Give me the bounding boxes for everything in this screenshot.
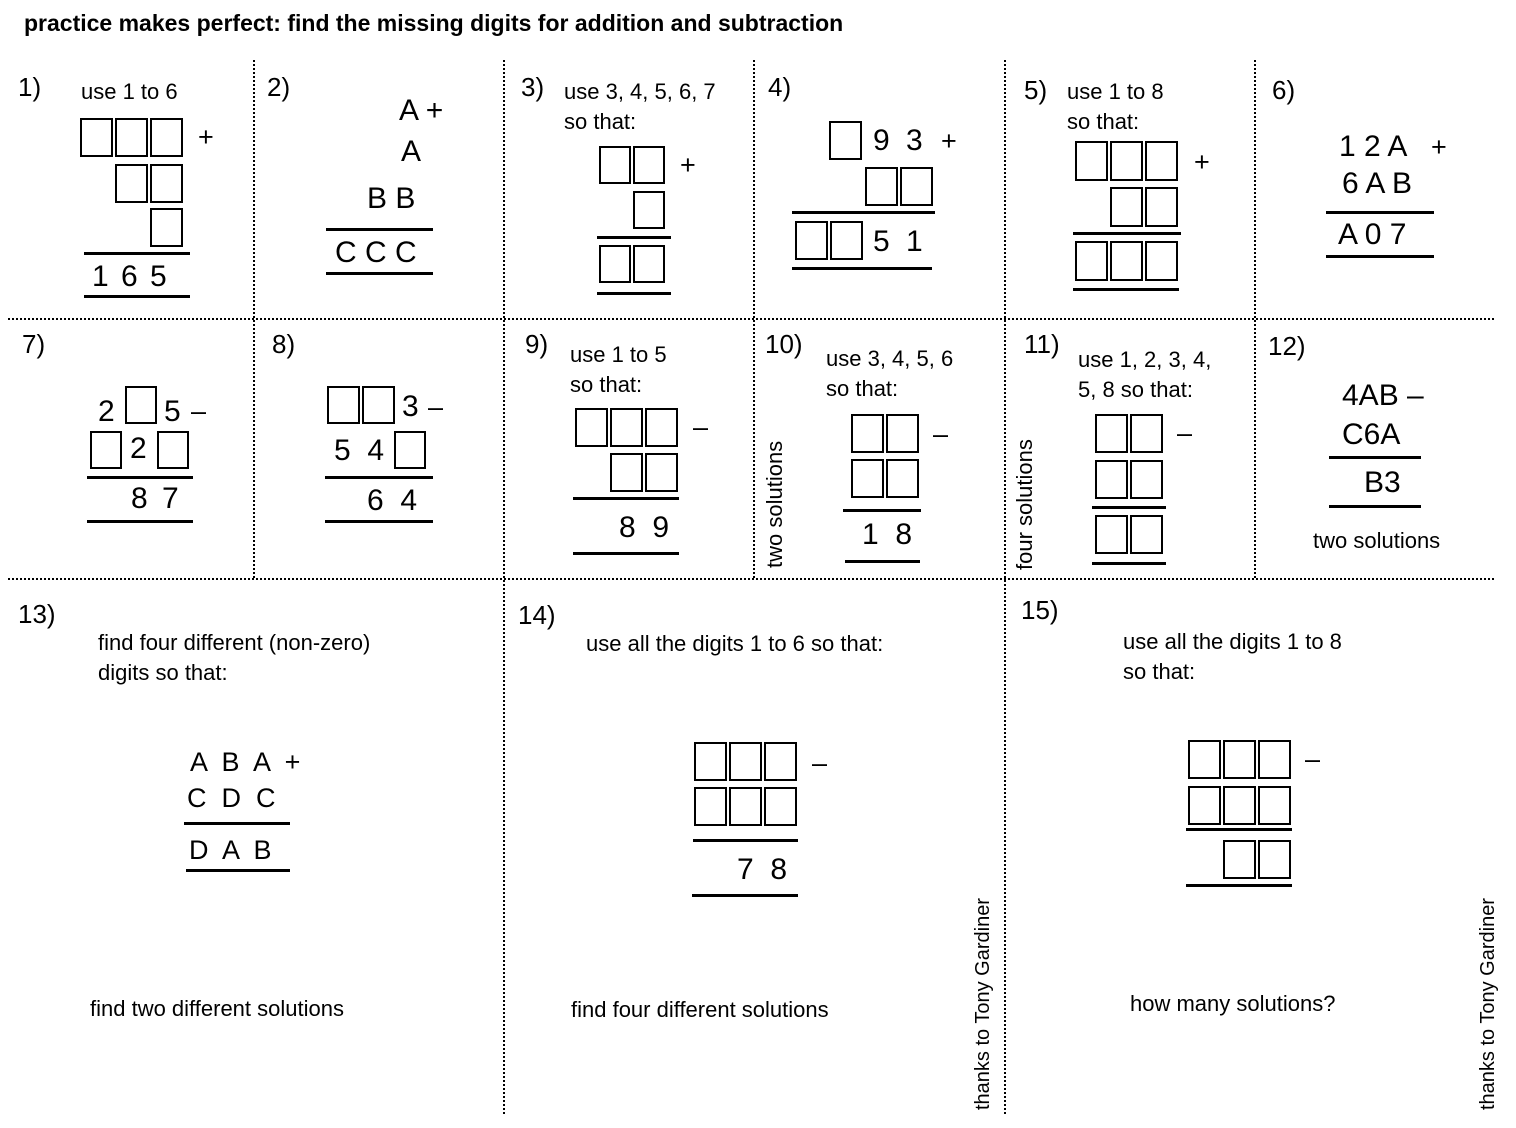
digit-box[interactable] (150, 208, 183, 247)
result-digits: 8 9 (619, 511, 670, 544)
addend-row-2: A (401, 135, 422, 168)
addend-row-3: B B (367, 182, 416, 215)
result-digits: 5 1 (873, 225, 923, 258)
col-divider-1 (253, 60, 255, 578)
digit-box[interactable] (694, 742, 727, 781)
result-digits: 8 7 (131, 482, 179, 515)
digit-box[interactable] (1130, 515, 1163, 554)
addend-row-2: 6 A B (1342, 167, 1413, 200)
credit-text: thanks to Tony Gardiner (972, 898, 994, 1110)
problem-number: 12) (1268, 331, 1306, 361)
result-underline (1186, 884, 1292, 887)
result-underline (692, 894, 798, 897)
plus-sign: + (941, 126, 957, 156)
minuend-row: 4AB – (1342, 379, 1424, 412)
digit-box[interactable] (1095, 460, 1128, 499)
result-underline (326, 272, 433, 275)
problem-note: find two different solutions (90, 996, 344, 1021)
problem-number: 2) (267, 72, 291, 102)
difference-line (573, 497, 679, 500)
digit-box[interactable] (599, 146, 631, 184)
digit-box[interactable] (1145, 141, 1178, 181)
plus-sign: + (1431, 132, 1447, 162)
digit-box[interactable] (729, 787, 762, 826)
problem-instruction: use 1 to 5 so that: (570, 342, 667, 397)
digit-box[interactable] (764, 787, 797, 826)
side-note: two solutions (762, 440, 787, 568)
problem-number: 8) (272, 329, 296, 359)
digit: 2 (130, 432, 147, 465)
digit-box[interactable] (645, 408, 678, 447)
difference-line (843, 509, 921, 512)
problem-number: 9) (525, 329, 549, 359)
problem-instruction: use all the digits 1 to 6 so that: (586, 631, 884, 656)
addend-row-1: A + (399, 94, 444, 127)
digit-box[interactable] (729, 742, 762, 781)
sum-line (184, 822, 290, 825)
problem-number: 7) (22, 329, 46, 359)
digit-box[interactable] (851, 414, 884, 453)
digit-box[interactable] (80, 118, 113, 157)
result-underline (1326, 255, 1434, 258)
sum-line (1326, 211, 1434, 214)
problem-number: 5) (1024, 75, 1048, 105)
digit-box[interactable] (1223, 786, 1256, 825)
problem-number: 15) (1021, 595, 1059, 625)
digit-box[interactable] (1188, 740, 1221, 779)
result-digits: A 0 7 (1338, 218, 1407, 251)
digit-box[interactable] (900, 167, 933, 206)
addend-row-1: 1 2 A (1339, 130, 1408, 163)
digit-box[interactable] (157, 431, 189, 469)
digit-box[interactable] (394, 431, 426, 469)
digit-box[interactable] (125, 386, 157, 424)
digit-box[interactable] (645, 453, 678, 492)
digit-box[interactable] (90, 431, 122, 469)
result-underline (87, 520, 193, 523)
minus-sign: – (1305, 744, 1321, 774)
minus-sign: – (693, 412, 709, 442)
problem-number: 4) (768, 72, 792, 102)
digit-box[interactable] (150, 164, 183, 203)
difference-line (325, 476, 433, 479)
digit-box[interactable] (865, 167, 898, 206)
plus-sign: + (680, 150, 696, 180)
digit-box[interactable] (1095, 414, 1128, 453)
addend-digits: 9 3 (873, 124, 923, 157)
result-underline (1329, 505, 1421, 508)
digit-box[interactable] (1223, 740, 1256, 779)
digit-box[interactable] (599, 245, 631, 283)
result-underline (1092, 562, 1166, 565)
digit: 2 (98, 395, 115, 428)
digit-box[interactable] (1075, 241, 1108, 281)
result-digits: 7 8 (737, 853, 788, 886)
digit-box[interactable] (1110, 241, 1143, 281)
problem-instruction: use 1 to 8 so that: (1067, 79, 1164, 134)
credit-text: thanks to Tony Gardiner (1477, 898, 1499, 1110)
minus-sign: – (1177, 418, 1193, 448)
problem-instruction: use all the digits 1 to 8 so that: (1123, 629, 1342, 684)
problem-instruction: use 3, 4, 5, 6 so that: (826, 346, 954, 401)
digit-box[interactable] (764, 742, 797, 781)
problem-instruction: use 3, 4, 5, 6, 7 so that: (564, 79, 716, 134)
problem-number: 6) (1272, 75, 1296, 105)
side-note: four solutions (1012, 439, 1037, 570)
digit-box[interactable] (115, 164, 148, 203)
problem-number: 1) (18, 72, 42, 102)
result-digits: 1 8 (862, 518, 913, 551)
sum-line (84, 252, 190, 255)
digit-box[interactable] (795, 221, 828, 260)
digit-box[interactable] (694, 787, 727, 826)
result-underline (186, 869, 290, 872)
problem-number: 14) (518, 600, 556, 630)
digit-box[interactable] (1258, 786, 1291, 825)
difference-line (1329, 456, 1421, 459)
sum-line (326, 228, 433, 231)
result-letters: D A B (189, 835, 272, 865)
digit: 3 (402, 390, 419, 423)
digits: 5 4 (334, 434, 385, 467)
problem-number: 10) (765, 329, 803, 359)
result-underline (84, 295, 190, 298)
digit-box[interactable] (1110, 187, 1143, 227)
problem-instruction: find four different (non-zero) digits so that: (98, 630, 371, 685)
digit-box[interactable] (1145, 187, 1178, 227)
result-digits: C C C (335, 236, 417, 269)
problem-instruction: use 1 to 6 (81, 79, 178, 104)
problem-instruction: use 1, 2, 3, 4, 5, 8 so that: (1078, 347, 1212, 402)
result-digits: 1 6 5 (92, 260, 167, 293)
digit-box[interactable] (851, 459, 884, 498)
minus-sign: – (191, 396, 207, 426)
difference-line (693, 839, 798, 842)
digit-box[interactable] (1258, 740, 1291, 779)
minus-sign: – (812, 748, 828, 778)
digit-box[interactable] (610, 408, 643, 447)
result-digits: 6 4 (367, 484, 418, 517)
digit-box[interactable] (150, 118, 183, 157)
sum-line (792, 211, 935, 214)
result-digits: B3 (1364, 466, 1401, 499)
problem-number: 3) (521, 72, 545, 102)
digit-box[interactable] (362, 386, 395, 424)
plus-sign: + (1194, 147, 1210, 177)
row-divider-2 (8, 578, 1494, 580)
col-divider-5 (1254, 60, 1256, 578)
digit-box[interactable] (1095, 515, 1128, 554)
digit-box[interactable] (633, 245, 665, 283)
digit: 5 (164, 395, 181, 428)
problem-number: 11) (1024, 329, 1060, 359)
col-divider-2 (503, 60, 505, 1114)
digit-box[interactable] (886, 459, 919, 498)
digit-box[interactable] (1130, 414, 1163, 453)
difference-line (1186, 828, 1292, 831)
difference-line (1092, 506, 1166, 509)
digit-box[interactable] (633, 191, 665, 229)
result-underline (597, 292, 671, 295)
result-underline (792, 267, 932, 270)
digit-box[interactable] (1188, 786, 1221, 825)
digit-box[interactable] (1145, 241, 1178, 281)
digit-box[interactable] (1075, 141, 1108, 181)
result-underline (845, 560, 920, 563)
addend-row-1: A B A + (190, 747, 301, 777)
digit-box[interactable] (327, 386, 360, 424)
digit-box[interactable] (1258, 840, 1291, 879)
problem-note: how many solutions? (1130, 991, 1336, 1016)
page-title: practice makes perfect: find the missing digits for addition and subtraction (24, 10, 844, 36)
digit-box[interactable] (115, 118, 148, 157)
sum-line (597, 236, 671, 239)
col-divider-4 (1004, 60, 1006, 1114)
plus-sign: + (198, 122, 214, 152)
col-divider-3 (753, 60, 755, 578)
minus-sign: – (428, 392, 444, 422)
digit-box[interactable] (1110, 141, 1143, 181)
result-underline (325, 520, 433, 523)
digit-box[interactable] (830, 221, 863, 260)
digit-box[interactable] (829, 121, 862, 160)
difference-line (87, 476, 193, 479)
problem-note: two solutions (1313, 528, 1441, 553)
digit-box[interactable] (1130, 460, 1163, 499)
digit-box[interactable] (633, 146, 665, 184)
result-underline (573, 552, 679, 555)
row-divider-1 (8, 318, 1494, 320)
problem-note: find four different solutions (571, 997, 829, 1022)
digit-box[interactable] (575, 408, 608, 447)
addend-row-2: C D C (187, 783, 276, 813)
result-underline (1073, 288, 1179, 291)
subtrahend-row: C6A (1342, 418, 1401, 451)
digit-box[interactable] (1223, 840, 1256, 879)
problem-number: 13) (18, 599, 56, 629)
digit-box[interactable] (610, 453, 643, 492)
minus-sign: – (933, 419, 949, 449)
digit-box[interactable] (886, 414, 919, 453)
sum-line (1073, 232, 1181, 235)
